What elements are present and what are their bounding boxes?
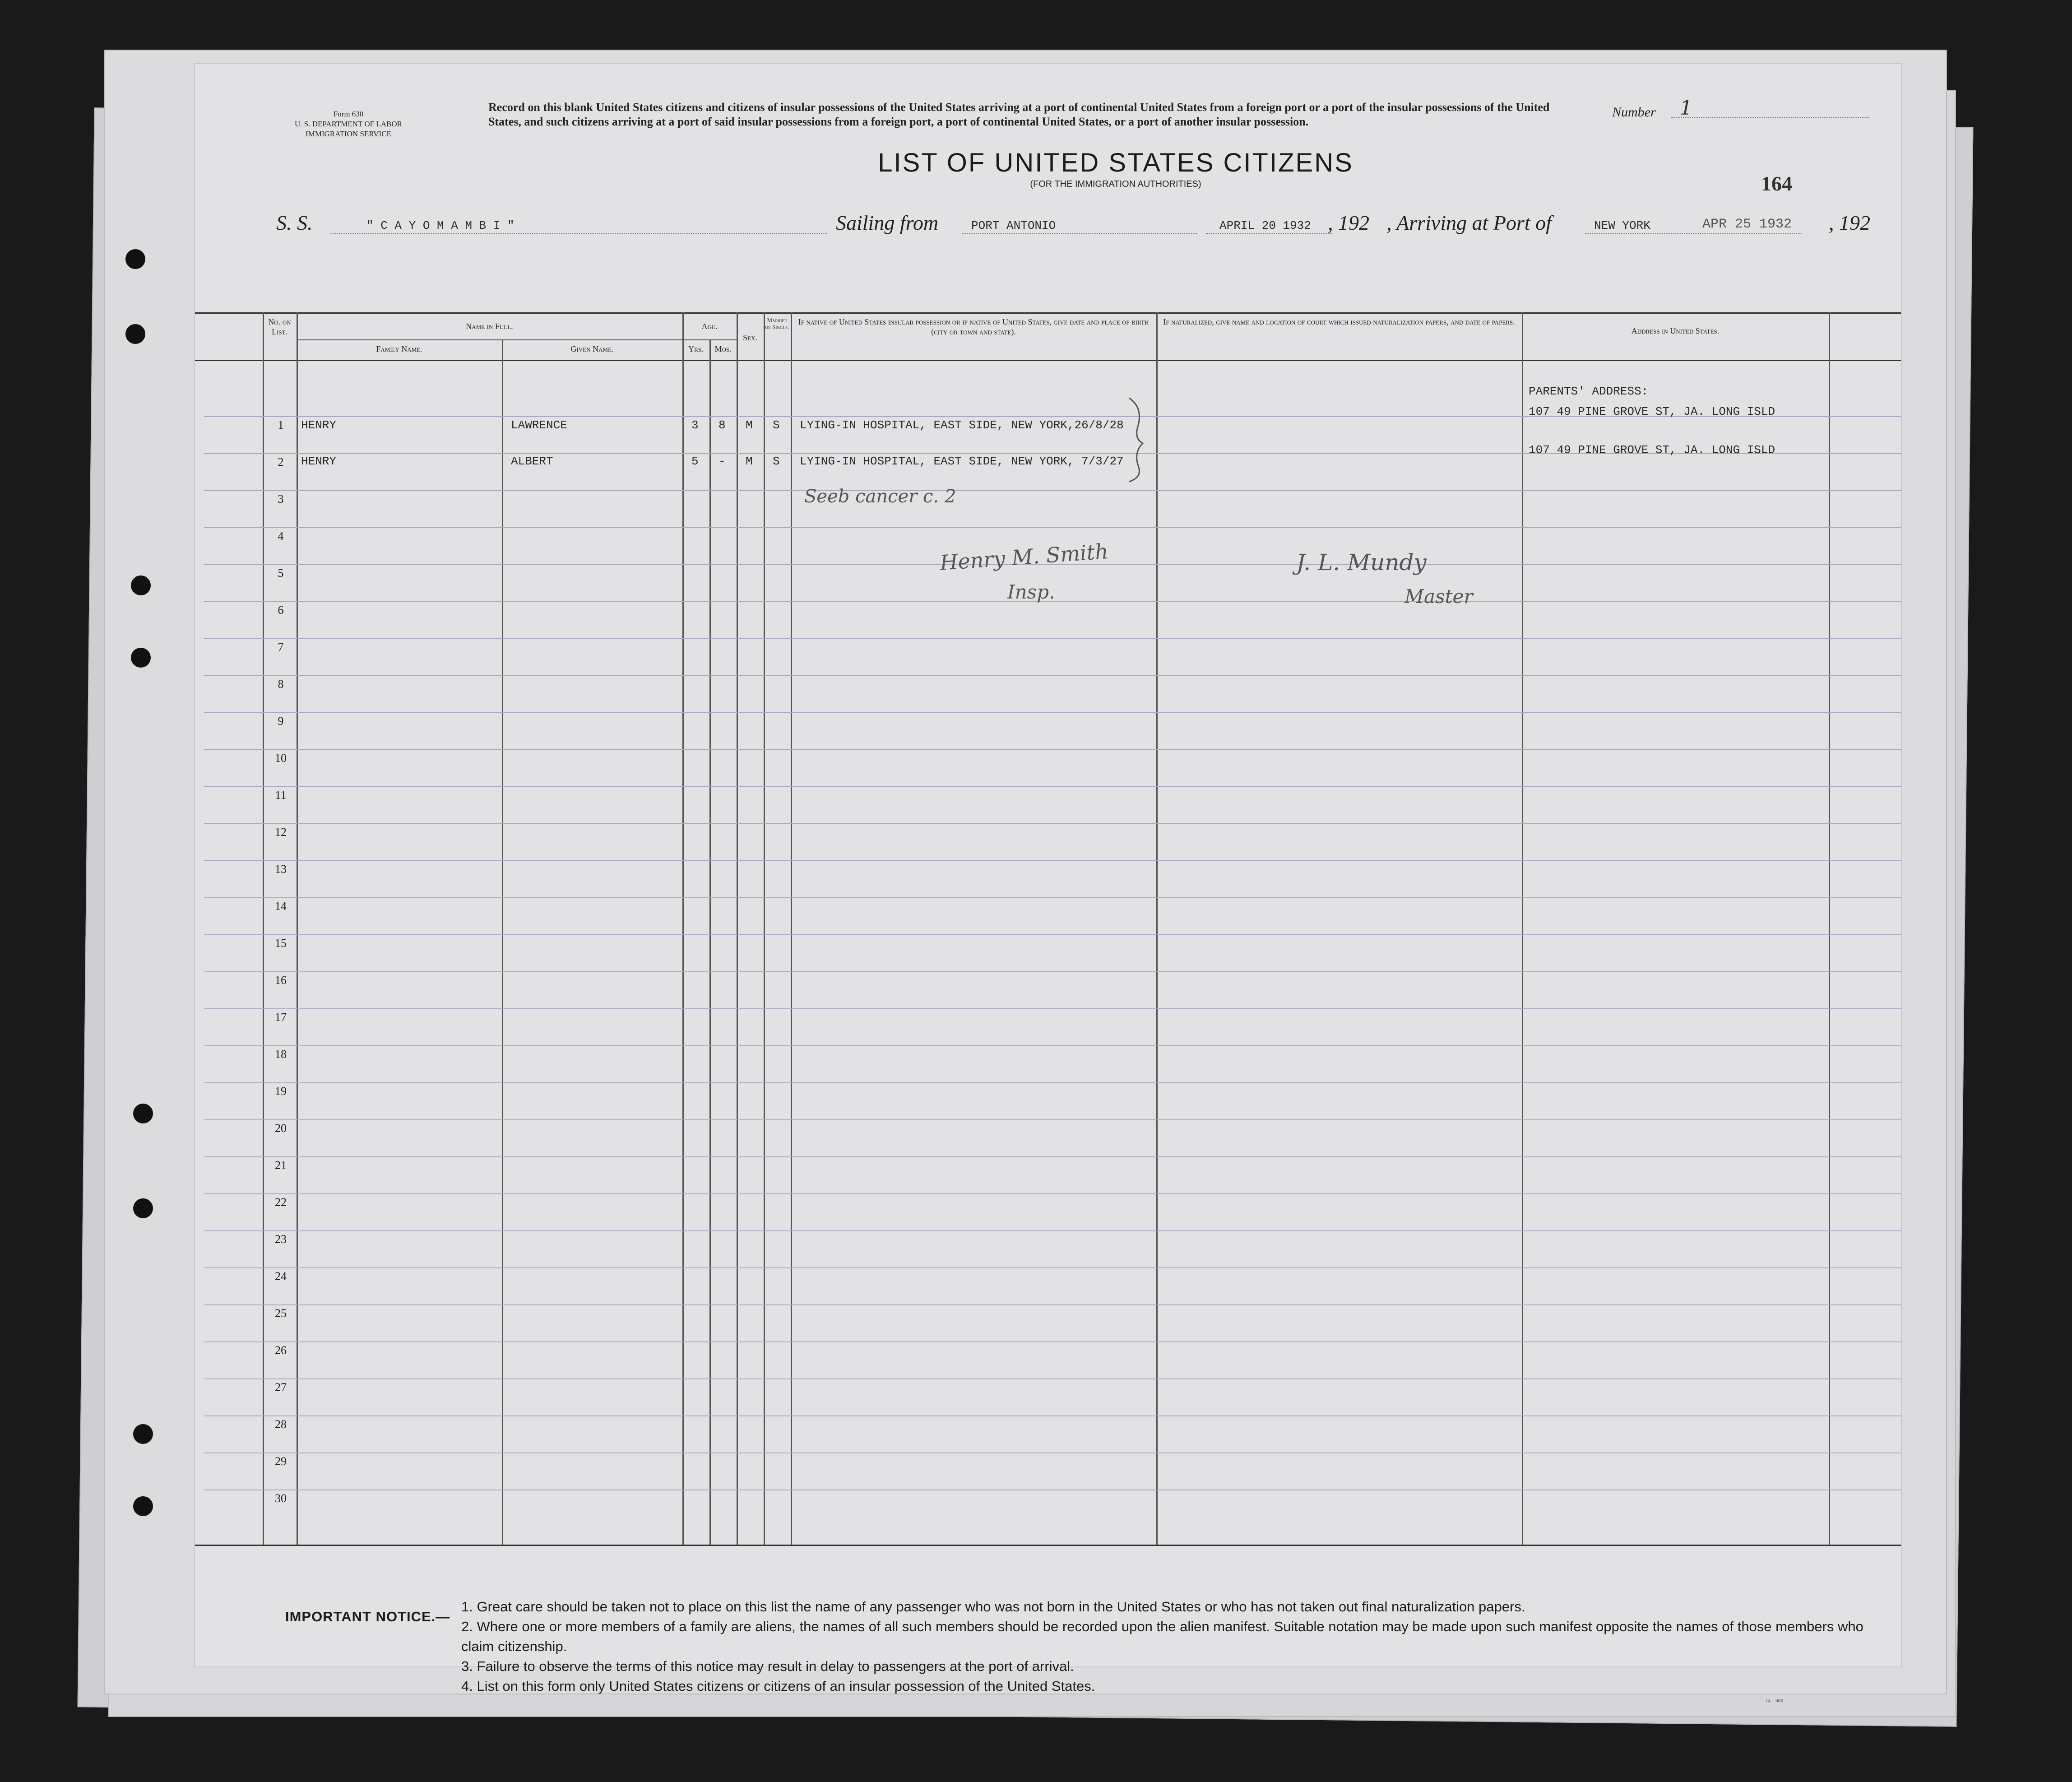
row-rule <box>204 1008 1901 1009</box>
arriving-label: , Arriving at Port of <box>1386 211 1552 234</box>
row-rule <box>204 1378 1901 1379</box>
inspector-title: Insp. <box>1007 581 1055 603</box>
row-rule <box>204 749 1901 750</box>
binder-hole-icon <box>125 249 145 269</box>
row2-address: 107 49 PINE GROVE ST, JA. LONG ISLD <box>1529 443 1775 457</box>
master-signature: J. L. Mundy <box>1296 549 1427 575</box>
row-rule <box>204 971 1901 972</box>
number-value: 1 <box>1680 97 1692 120</box>
row2-birth: LYING-IN HOSPITAL, EAST SIDE, NEW YORK, 7/3/27 <box>800 455 1124 468</box>
page-title: LIST OF UNITED STATES CITIZENS <box>878 148 1354 177</box>
row1-family-name: HENRY <box>301 418 337 432</box>
row-rule <box>204 675 1901 676</box>
column-rule <box>502 339 503 1545</box>
row-number: 3 <box>278 492 284 506</box>
row-number: 6 <box>278 603 284 617</box>
row-number: 22 <box>275 1196 287 1209</box>
binder-hole-icon <box>133 1496 153 1516</box>
row2-marital: S <box>773 455 780 468</box>
row-number: 7 <box>278 640 284 654</box>
row-number: 16 <box>275 974 287 987</box>
row-number: 24 <box>275 1270 287 1283</box>
row-rule <box>204 1119 1901 1120</box>
inspector-signature: Henry M. Smith <box>939 539 1109 575</box>
column-rule <box>1156 312 1158 1545</box>
row-number: 13 <box>275 863 287 876</box>
column-rule <box>1522 312 1523 1545</box>
arrival-port: NEW YORK <box>1594 219 1650 232</box>
col-age: Age. <box>701 322 718 331</box>
binder-hole-icon <box>125 324 145 344</box>
row-number: 30 <box>275 1492 287 1505</box>
service-name: IMMIGRATION SERVICE <box>306 130 391 138</box>
row-rule <box>204 1230 1901 1231</box>
col-address: Address in United States. <box>1631 326 1720 335</box>
subheader-rule <box>682 339 737 340</box>
row2-given-name: ALBERT <box>511 455 553 468</box>
row-number: 29 <box>275 1455 287 1468</box>
row-rule <box>204 1415 1901 1416</box>
binder-hole-icon <box>131 648 151 668</box>
row-number: 4 <box>278 529 284 543</box>
row-rule <box>204 823 1901 824</box>
row-rule <box>204 1193 1901 1194</box>
col-yrs: Yrs. <box>688 344 704 353</box>
row1-yrs: 3 <box>691 418 699 432</box>
passenger-table <box>195 249 1901 1545</box>
binder-hole-icon <box>133 1198 153 1218</box>
from-port: PORT ANTONIO <box>971 219 1056 232</box>
column-rule <box>764 312 765 1545</box>
row-number: 15 <box>275 937 287 950</box>
table-top-rule <box>195 312 1901 314</box>
column-rule <box>1829 312 1830 1545</box>
column-rule <box>791 312 792 1545</box>
row1-marital: S <box>773 418 780 432</box>
notice-item-2: 2. Where one or more members of a family are aliens, the names of all such members should be recorded upon the alien manifest. Suitable notation may be made upon such manifest opposite the names of those members who claim citizenship. <box>461 1619 1863 1654</box>
row-rule <box>204 638 1901 639</box>
column-rule <box>297 312 298 1545</box>
row-number: 9 <box>278 715 284 728</box>
notice-item-4: 4. List on this form only United States citizens or citizens of an insular possession of the United States. <box>461 1678 1095 1694</box>
column-rule <box>263 312 264 1545</box>
subheader-rule <box>297 339 682 340</box>
department-name: U. S. DEPARTMENT OF LABOR <box>295 120 402 128</box>
row1-mos: 8 <box>718 418 726 432</box>
arrival-date-stamp: APR 25 1932 <box>1702 217 1792 232</box>
year-suffix: , 192 <box>1829 211 1870 234</box>
row-rule <box>204 1156 1901 1157</box>
col-married-single: Married or Single. <box>765 317 789 330</box>
row-number: 2 <box>278 455 284 469</box>
manifest-page <box>194 63 1902 1703</box>
column-rule <box>737 312 738 1545</box>
binder-hole-icon <box>133 1424 153 1444</box>
col-sex: Sex. <box>743 333 757 342</box>
notice-label: IMPORTANT NOTICE.— <box>285 1609 450 1624</box>
ship-name: " C A Y O M A M B I " <box>366 219 515 232</box>
row-number: 23 <box>275 1233 287 1246</box>
column-rule <box>682 312 684 1545</box>
page-subtitle: (FOR THE IMMIGRATION AUTHORITIES) <box>1030 179 1201 189</box>
form-code: 14—608 <box>1766 1698 1783 1703</box>
address-note: PARENTS' ADDRESS: <box>1529 385 1649 398</box>
row-number: 8 <box>278 678 284 691</box>
col-naturalized-info: If naturalized, give name and location of court which issued naturalization papers, and date of papers. <box>1163 317 1515 326</box>
row-number: 18 <box>275 1048 287 1061</box>
row1-given-name: LAWRENCE <box>511 418 567 432</box>
form-header <box>267 109 430 139</box>
row-number: 28 <box>275 1418 287 1431</box>
row-number: 25 <box>275 1307 287 1320</box>
row-number: 5 <box>278 566 284 580</box>
row-number: 26 <box>275 1344 287 1357</box>
row-number: 17 <box>275 1011 287 1024</box>
col-no-on-list: No. on List. <box>268 317 291 336</box>
sailing-label: Sailing from <box>836 211 939 234</box>
column-rule <box>709 339 711 1545</box>
ss-label: S. S. <box>276 211 313 234</box>
page-stamp: 164 <box>1761 172 1792 195</box>
year-suffix: , 192 <box>1328 211 1369 234</box>
binder-hole-icon <box>133 1104 153 1123</box>
row-rule <box>204 712 1901 713</box>
sail-date-underline <box>1206 233 1332 234</box>
row1-birth: LYING-IN HOSPITAL, EAST SIDE, NEW YORK,26/8/28 <box>800 418 1124 432</box>
col-given-name: Given Name. <box>570 344 614 353</box>
instructions-text: Record on this blank United States citizens and citizens of insular possessions of the United States arriving at a port of continental United States from a foreign port or a port of the insular possessions of the United States, and such citizens arriving at a port of said insular possessions from a foreign port, a port of continental United States, or a port of another insular possession. <box>488 101 1550 128</box>
row-rule <box>204 490 1901 491</box>
handwritten-note: Seeb cancer c. 2 <box>804 486 956 507</box>
row-number: 14 <box>275 900 287 913</box>
row-rule <box>204 860 1901 861</box>
notice-item-1: 1. Great care should be taken not to place on this list the name of any passenger who was not born in the United States or who has not taken out final naturalization papers. <box>461 1599 1525 1615</box>
row-rule <box>204 1304 1901 1305</box>
row-rule <box>204 1045 1901 1046</box>
row-rule <box>204 1267 1901 1268</box>
form-number: Form 630 <box>333 110 364 118</box>
ship-underline <box>330 233 827 234</box>
row-number: 21 <box>275 1159 287 1172</box>
row-number: 19 <box>275 1085 287 1098</box>
notice-item-3: 3. Failure to observe the terms of this notice may result in delay to passengers at the port of arrival. <box>461 1658 1074 1674</box>
sail-date: APRIL 20 1932 <box>1219 219 1311 232</box>
row1-sex: M <box>746 418 753 432</box>
col-birth-info: If native of United States insular possession or if native of United States, give date and place of birth (city or town and state). <box>798 317 1149 336</box>
arrival-port-underline <box>1585 233 1802 234</box>
row-rule <box>204 897 1901 898</box>
row-rule <box>204 1082 1901 1083</box>
table-bottom-rule <box>195 1545 1901 1546</box>
row2-family-name: HENRY <box>301 455 337 468</box>
col-name-in-full: Name in Full. <box>466 322 513 331</box>
binder-hole-icon <box>131 575 151 595</box>
row-rule <box>204 934 1901 935</box>
row1-address: 107 49 PINE GROVE ST, JA. LONG ISLD <box>1529 405 1775 418</box>
row-number: 27 <box>275 1381 287 1394</box>
table-header-rule <box>195 360 1901 361</box>
row2-yrs: 5 <box>691 455 699 468</box>
row-rule <box>204 527 1901 528</box>
from-underline <box>962 233 1197 234</box>
row-rule <box>204 1341 1901 1342</box>
col-family-name: Family Name. <box>376 344 422 353</box>
bracket-mark <box>1125 394 1152 484</box>
row-number: 11 <box>275 789 287 802</box>
number-underline <box>1671 117 1869 118</box>
row-number: 1 <box>278 418 284 432</box>
row2-mos: - <box>718 455 726 468</box>
row2-sex: M <box>746 455 753 468</box>
number-label: Number <box>1612 105 1656 120</box>
row-number: 10 <box>275 752 287 765</box>
row-number: 12 <box>275 826 287 839</box>
col-mos: Mos. <box>714 344 732 353</box>
master-title: Master <box>1405 585 1473 608</box>
row-rule <box>204 786 1901 787</box>
row-number: 20 <box>275 1122 287 1135</box>
